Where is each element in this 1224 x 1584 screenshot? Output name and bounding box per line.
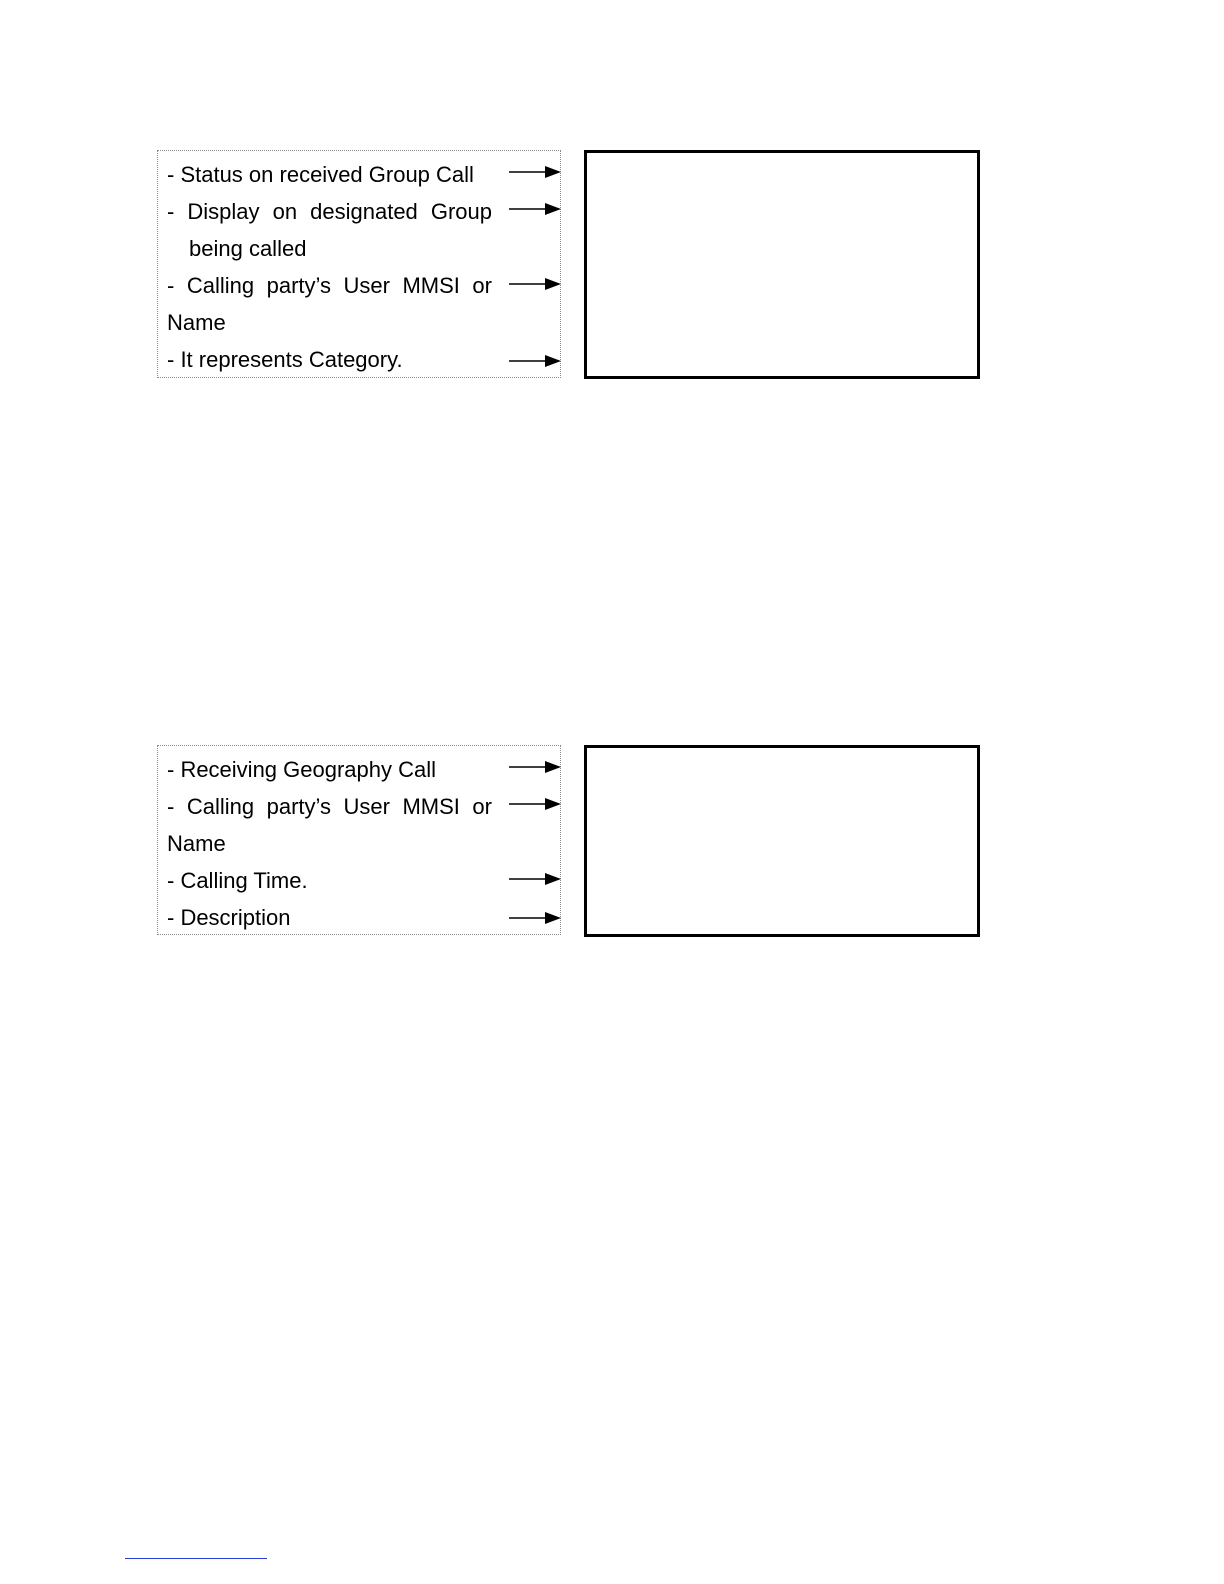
group-call-screen-frame bbox=[584, 150, 980, 379]
geography-call-screen-frame bbox=[584, 745, 980, 937]
arrow-right-icon bbox=[509, 277, 561, 291]
geography-call-callout bbox=[157, 745, 561, 935]
footnote-rule bbox=[125, 1558, 267, 1559]
arrow-right-icon bbox=[509, 165, 561, 179]
callout-line: - Display on designated Group bbox=[167, 199, 492, 224]
arrow-right-icon bbox=[509, 872, 561, 886]
callout-line: - Receiving Geography Call bbox=[167, 757, 437, 782]
callout-line: - Calling Time. bbox=[167, 868, 308, 893]
callout-line: - It represents Category. bbox=[167, 347, 403, 372]
arrow-right-icon bbox=[509, 354, 561, 368]
callout-line: - Status on received Group Call bbox=[167, 162, 474, 187]
callout-line: - Calling party’s User MMSI or bbox=[167, 794, 492, 819]
callout-line: Name bbox=[167, 310, 226, 335]
callout-line: - Description bbox=[167, 905, 291, 930]
arrow-right-icon bbox=[509, 911, 561, 925]
callout-line: Name bbox=[167, 831, 226, 856]
arrow-right-icon bbox=[509, 760, 561, 774]
group-call-callout bbox=[157, 150, 561, 378]
callout-line: being called bbox=[189, 236, 307, 261]
arrow-right-icon bbox=[509, 797, 561, 811]
arrow-right-icon bbox=[509, 202, 561, 216]
callout-line: - Calling party’s User MMSI or bbox=[167, 273, 492, 298]
